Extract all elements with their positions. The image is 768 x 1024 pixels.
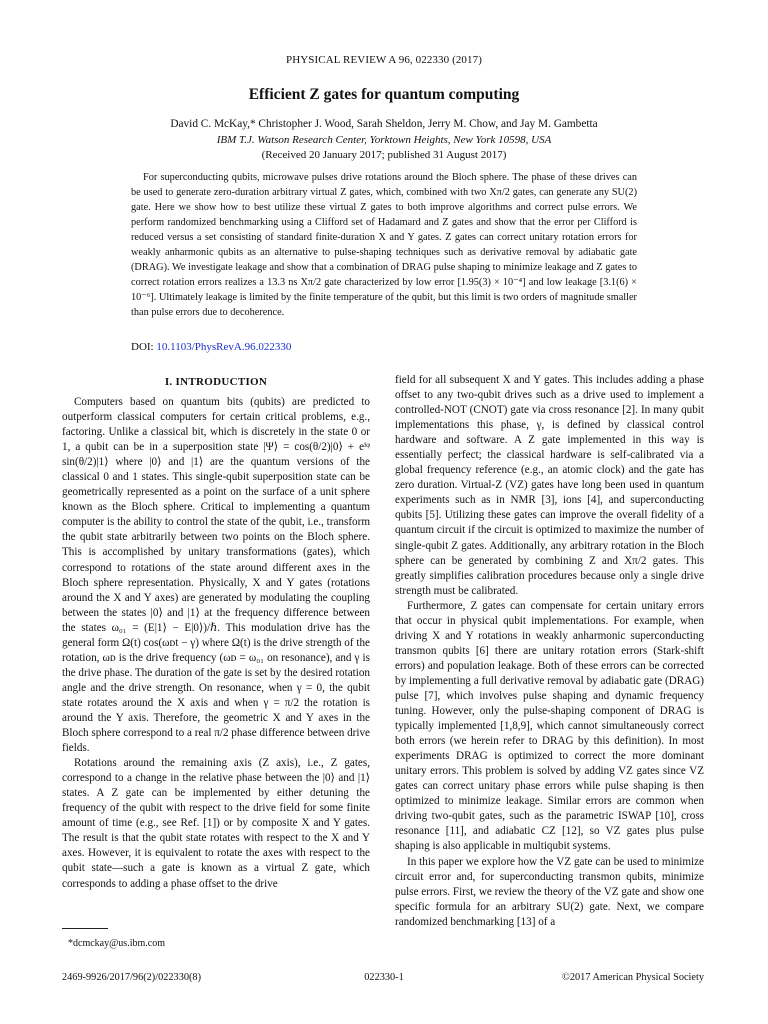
footnote-divider bbox=[62, 928, 108, 929]
intro-paragraph-5: In this paper we explore how the VZ gate can be used to minimize circuit error and, for superconducting transmon qubits, minimize pulse errors. First, we review the theory of the VZ gate and show one specific formula for an arbitrary SU(2) gate. Next, we compare randomized benchmarking [13] of a bbox=[395, 855, 704, 928]
doi-line bbox=[131, 341, 291, 353]
intro-paragraph-3: field for all subsequent X and Y gates. This includes adding a phase offset to any two-qubit drives such as a drive used to implement a controlled-NOT (CNOT) gate via cross resonance [2]. In many qubit implementations this phase, γ, is defined by classical control hardware and software. A Z gate implemented in this way is essentially perfect; the classical hardware is self-calibrated via a global frequency reference (e.g., an atomic clock) and the gate has zero duration. Virtual-Z (VZ) gates have long been used in quantum experiments such as in NMR [3], ions [4], and superconducting qubits [5]. Utilizing these gates can improve the overall fidelity of a quantum circuit if the circuit is optimized to maximize the number of single-qubit Z gates. Additionally, any arbitrary rotation in the Bloch sphere can be generated by combining Z and Xπ/2 gates. This greatly simplifies calibration procedures because only a single drive strength must be calibrated. bbox=[395, 374, 704, 597]
received-dates: (Received 20 January 2017; published 31 August 2017) bbox=[261, 149, 507, 161]
doi-label: DOI: bbox=[131, 341, 154, 353]
abstract: For superconducting qubits, microwave pulses drive rotations around the Bloch sphere. The phase of these drives can be used to generate zero-duration arbitrary virtual Z gates, which, combined with two Xπ/2 gates, can generate any SU(2) gate. Here we show how to best utilize these virtual Z gates to both improve algorithms and correct pulse errors. We perform randomized benchmarking using a Clifford set of Hadamard and Z gates and show that the error per Clifford is reduced versus a set consisting of standard finite-duration X and Y gates. Z gates can correct unitary rotation errors for weakly anharmonic qubits as an alternative to pulse-shaping techniques such as derivative removal by adiabatic gate (DRAG). We investigate leakage and show that a combination of DRAG pulse shaping to minimize leakage and Z gates to correct rotation errors realizes a 13.3 ns Xπ/2 gate characterized by low error [1.95(3) × 10⁻⁴] and low leakage [3.1(6) × 10⁻⁶]. Ultimately leakage is limited by the finite temperature of the qubit, but this limit is two orders of magnitude smaller than pulse errors due to decoherence. bbox=[131, 172, 637, 318]
running-head: PHYSICAL REVIEW A 96, 022330 (2017) bbox=[286, 54, 482, 66]
affiliation: IBM T.J. Watson Research Center, Yorktown Heights, New York 10598, USA bbox=[216, 134, 552, 146]
footer-issn: 2469-9926/2017/96(2)/022330(8) bbox=[62, 972, 201, 983]
left-column bbox=[62, 395, 370, 892]
footnote-email: *dcmckay@us.ibm.com bbox=[68, 938, 165, 949]
doi-link[interactable]: 10.1103/PhysRevA.96.022330 bbox=[156, 341, 292, 353]
footer-copyright: ©2017 American Physical Society bbox=[562, 972, 704, 983]
section-heading: I. INTRODUCTION bbox=[164, 376, 268, 388]
intro-paragraph-2: Rotations around the remaining axis (Z axis), i.e., Z gates, correspond to a change in the relative phase between the |0⟩ and |1⟩ states. A Z gate can be implemented by either detuning the frequency of the qubit with respect to the drive field for some finite amount of time (e.g., see Ref. [1]) or by composite X and Y gates. The result is that the qubit state rotates with respect to the X and Y axes. However, it is equivalent to rotate the axes with respect to the qubit state—such a gate is known as a virtual Z gate, which corresponds to adding a phase offset to the drive bbox=[62, 757, 370, 890]
author-list: David C. McKay,* Christopher J. Wood, Sarah Sheldon, Jerry M. Chow, and Jay M. Gambetta bbox=[170, 118, 598, 130]
paper-title: Efficient Z gates for quantum computing bbox=[248, 86, 520, 103]
right-column bbox=[395, 373, 704, 930]
footer-page-number: 022330-1 bbox=[364, 972, 404, 983]
intro-paragraph-1: Computers based on quantum bits (qubits) are predicted to outperform classical computers for certain critical problems, e.g., factoring. Unlike a classical bit, which is discretely in the state 0 or 1, a qubit can be in a superposition state |Ψ⟩ = cos(θ/2)|0⟩ + eⁱᵠ sin(θ/2)|1⟩ where |0⟩ and |1⟩ are the quantum versions of the classical 0 and 1 states. This single-qubit superposition state can be geometrically represented as a point on the surface of a unit sphere known as the Bloch sphere. Critical to implementing a quantum computer is the ability to control the state of the qubit, i.e., transform the qubit state arbitrarily between two points on the Bloch sphere. This is accomplished by unitary transformations (gates), which correspond to rotations of the state around different axes in the Bloch sphere representation. Physically, X and Y gates (rotations around the X and Y axes) are generated by modulating the coupling between the states |0⟩ and |1⟩ at the frequency difference between the states ω₀₁ = (E|1⟩ − E|0⟩)/ℏ. This modulation drive has the general form Ω(t) cos(ωᴅt − γ) where Ω(t) is the drive strength of the rotation, ωᴅ is the drive frequency (ωᴅ = ω₀₁ on resonance), and γ is the drive phase. The duration of the gate is set by the desired rotation angle and the drive strength. On resonance, when γ = 0, the qubit state rotates around the X axis and when γ = π/2 the rotation is around the Y axis. Therefore, the geometric X and Y axes in the Bloch sphere correspond to a real π/2 phase difference between drive fields. bbox=[62, 396, 370, 755]
intro-paragraph-4: Furthermore, Z gates can compensate for certain unitary errors that occur in physical qubit implementations. For example, when driving X and Y rotations in weakly anharmonic superconducting transmon qubits [6] there are unitary rotation errors (Stark-shift errors) and population leakage. Both of these errors can be corrected by implementing a full derivative removal by adiabatic gate (DRAG) pulse [7], which involves pulse shaping and dynamic frequency tuning. However, only the pulse-shaping component of DRAG is typically implemented [1,8,9], which cannot simultaneously correct both errors (we herein refer to DRAG by this definition). In most experiments DRAG is optimized to correct the more dominant unitary errors. This problem is solved by adding VZ gates since VZ gates can correct unitary phase errors while pulse shaping is then optimized to minimize leakage. Similar errors are common when driving two-qubit gates, such as the parametric ISWAP [10], cross resonance [11], and adiabatic CZ [12], so VZ gates plus pulse shaping is also applicable in multiqubit systems. bbox=[395, 599, 704, 853]
